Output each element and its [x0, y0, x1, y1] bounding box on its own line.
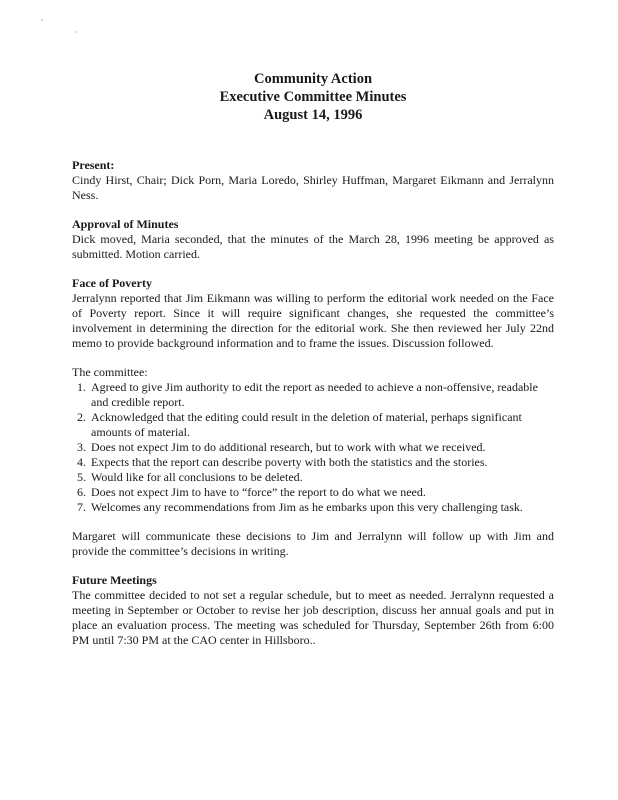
list-item: 2. Acknowledged that the editing could result in the deletion of material, perhaps significant amounts of material.	[89, 410, 554, 440]
title-block	[72, 70, 554, 124]
section-future-meetings	[72, 573, 554, 648]
approval-text: Dick moved, Maria seconded, that the minutes of the March 28, 1996 meeting be approved as submitted. Motion carried.	[72, 232, 554, 261]
present-text: Cindy Hirst, Chair; Dick Porn, Maria Loredo, Shirley Huffman, Margaret Eikmann and Jerralynn Ness.	[72, 173, 554, 202]
present-heading: Present:	[72, 158, 115, 172]
section-face-of-poverty	[72, 276, 554, 559]
org-name: Community Action	[253, 71, 373, 87]
future-text: The committee decided to not set a regular schedule, but to meet as needed. Jerralynn requested a meeting in September or October to revise her job description, discuss her annual goals and put in place an evaluation process. The meeting was scheduled for Thursday, September 26th from 6:00 PM until 7:30 PM at the CAO center in Hillsboro..	[72, 588, 554, 647]
committee-intro: The committee:	[72, 365, 148, 379]
list-item: 3. Does not expect Jim to do additional research, but to work with what we received.	[89, 440, 554, 455]
list-item: 4. Expects that the report can describe poverty with both the statistics and the stories.	[89, 455, 554, 470]
list-item: 5. Would like for all conclusions to be deleted.	[89, 470, 554, 485]
future-heading: Future Meetings	[72, 573, 157, 587]
section-present	[72, 158, 554, 203]
meeting-date: August 14, 1996	[263, 107, 363, 123]
committee-list	[72, 380, 554, 515]
approval-heading: Approval of Minutes	[72, 217, 179, 231]
poverty-heading: Face of Poverty	[72, 276, 152, 290]
closing-text: Margaret will communicate these decisions to Jim and Jerralynn will follow up with Jim and provide the committee’s decisions in writing.	[72, 529, 554, 558]
section-approval	[72, 217, 554, 262]
list-item: 7. Welcomes any recommendations from Jim as he embarks upon this very challenging task.	[89, 500, 554, 515]
document-page	[72, 70, 554, 662]
list-item: 1. Agreed to give Jim authority to edit the report as needed to achieve a non-offensive, readable and credible report.	[89, 380, 554, 410]
document-title: Executive Committee Minutes	[219, 89, 407, 105]
list-item: 6. Does not expect Jim to have to “force” the report to do what we need.	[89, 485, 554, 500]
poverty-text: Jerralynn reported that Jim Eikmann was willing to perform the editorial work needed on the Face of Poverty report. Since it will require significant changes, she requested the committee’s involvement in determining the direction for the editorial work. She then reviewed her July 22nd memo to provide background information and to frame the issues. Discussion followed.	[72, 291, 554, 350]
scan-specks	[36, 14, 96, 44]
